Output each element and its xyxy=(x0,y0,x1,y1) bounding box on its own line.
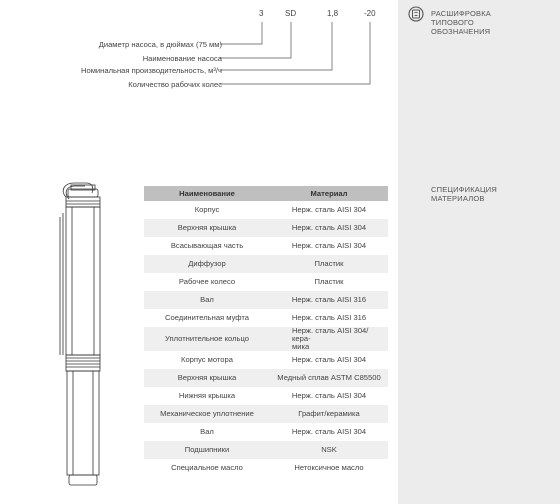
materials-table xyxy=(144,186,388,477)
hose-connector-icon xyxy=(408,6,424,22)
part-name: Корпус мотора xyxy=(181,355,233,364)
code-part-name: SD xyxy=(285,9,297,18)
table-row xyxy=(144,309,388,327)
decode-section-label: РАСШИФРОВКА ТИПОВОГО ОБОЗНАЧЕНИЯ xyxy=(431,9,491,36)
table-header-row xyxy=(144,186,388,201)
part-name: Верхняя крышка xyxy=(144,369,270,387)
table-row xyxy=(144,201,388,219)
part-name: Уплотнительное кольцо xyxy=(144,327,270,351)
legend-stages: Количество рабочих колес xyxy=(128,80,222,89)
table-row xyxy=(144,441,388,459)
part-name: Нижняя крышка xyxy=(178,391,236,400)
table-row xyxy=(144,327,388,351)
table-row xyxy=(144,369,388,387)
part-material: Нерж. сталь AISI 304 xyxy=(291,391,367,400)
table-row xyxy=(144,237,388,255)
table-row xyxy=(144,351,388,369)
table-row xyxy=(144,273,388,291)
table-row xyxy=(144,459,388,477)
part-name: Диффузор xyxy=(144,255,270,273)
legend-name: Наименование насоса xyxy=(142,54,222,63)
part-name: Специальное масло xyxy=(171,463,243,472)
part-name: Соединительная муфта xyxy=(165,313,249,322)
part-material: Нерж. сталь AISI 304 xyxy=(291,355,367,364)
spec-section-label: СПЕЦИФИКАЦИЯ МАТЕРИАЛОВ xyxy=(431,185,497,203)
sidebar-panel xyxy=(398,0,560,504)
table-row xyxy=(144,423,388,441)
part-name: Верхняя крышка xyxy=(144,219,270,237)
part-name: Вал xyxy=(144,291,270,309)
part-name: Рабочее колесо xyxy=(178,277,236,286)
part-material: Пластик xyxy=(270,255,388,273)
part-name: Всасывающая часть xyxy=(170,241,244,250)
part-name: Вал xyxy=(200,427,214,436)
part-name: Корпус xyxy=(194,205,220,214)
part-material: NSK xyxy=(270,441,388,459)
part-material: Нерж. сталь AISI 304 xyxy=(291,241,367,250)
part-material: Нерж. сталь AISI 304 xyxy=(291,205,367,214)
table-row xyxy=(144,387,388,405)
part-material: Пластик xyxy=(314,277,344,286)
table-row xyxy=(144,291,388,309)
header-name: Наименование xyxy=(144,186,270,201)
legend-capacity: Номинальная производительность, м³/ч xyxy=(80,66,222,75)
code-part-capacity: 1,8 xyxy=(327,9,339,18)
legend-diameter: Диаметр насоса, в дюймах (75 мм) xyxy=(98,40,222,49)
part-material: Нетоксичное масло xyxy=(294,463,364,472)
pump-drawing xyxy=(52,177,112,495)
header-material: Материал xyxy=(270,186,388,201)
code-part-stages: -20 xyxy=(364,9,376,18)
table-row xyxy=(144,405,388,423)
part-material: Нерж. сталь AISI 316 xyxy=(291,313,367,322)
part-name: Подшипники xyxy=(144,441,270,459)
part-material: Нерж. сталь AISI 304/кера- мика xyxy=(270,327,388,351)
code-part-diameter: 3 xyxy=(259,9,264,18)
part-material: Нерж. сталь AISI 316 xyxy=(270,291,388,309)
table-row xyxy=(144,219,388,237)
table-row xyxy=(144,255,388,273)
part-material: Медный сплав ASTM C85500 xyxy=(270,369,388,387)
part-material: Графит/керамика xyxy=(270,405,388,423)
part-material: Нерж. сталь AISI 304 xyxy=(270,219,388,237)
part-name: Механическое уплотнение xyxy=(144,405,270,423)
part-material: Нерж. сталь AISI 304 xyxy=(291,427,367,436)
